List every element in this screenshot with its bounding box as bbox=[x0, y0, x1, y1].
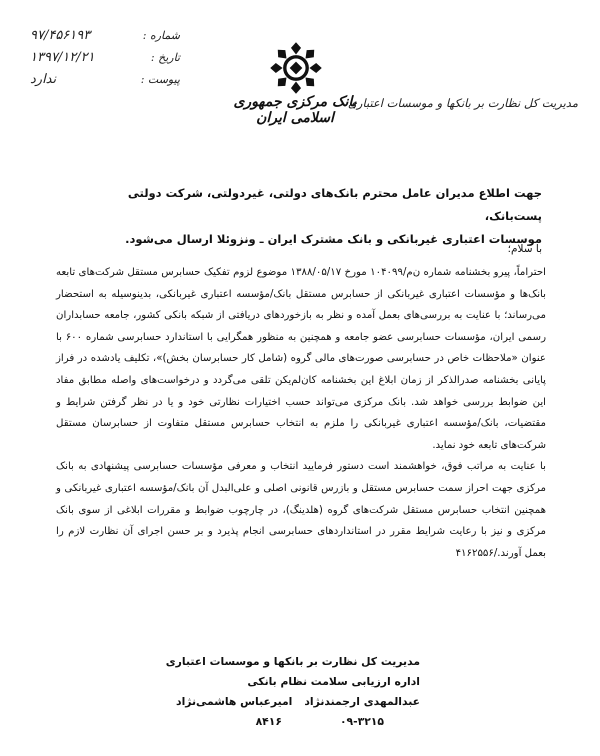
signatory-phones bbox=[166, 712, 420, 732]
signature-office: اداره ارزیابی سلامت نظام بانکی bbox=[247, 675, 420, 688]
signatory-phone-1: ۰۹-۳۲۱۵ bbox=[339, 715, 384, 728]
letter-body bbox=[56, 262, 546, 564]
meta-attachment-label: پیوست : bbox=[140, 73, 180, 86]
signatory-phone-2: ۸۴۱۶ bbox=[255, 715, 282, 728]
meta-number-label: شماره : bbox=[142, 29, 180, 42]
bank-name: بانک مرکزی جمهوری اسلامی ایران bbox=[233, 94, 357, 126]
meta-date-label: تاریخ : bbox=[150, 51, 180, 64]
salutation: با سلام؛ bbox=[507, 243, 542, 255]
signature-block bbox=[166, 652, 420, 732]
meta-attachment-value: ندارد bbox=[30, 72, 57, 87]
signatory-name-1: عبدالمهدی ارجمندنژاد bbox=[304, 695, 420, 708]
central-bank-logo-icon bbox=[268, 40, 324, 96]
recipient-line-2: موسسات اعتباری غیربانکی و بانک مشترک ایران ـ ونزوئلا ارسال می‌شود. bbox=[125, 232, 542, 246]
meta-number-row bbox=[30, 28, 180, 50]
recipient-block bbox=[72, 182, 542, 251]
meta-attachment-row bbox=[30, 72, 180, 94]
signature-department: مدیریت کل نظارت بر بانکها و موسسات اعتباری bbox=[165, 655, 420, 668]
meta-date-row bbox=[30, 50, 180, 72]
letter-meta bbox=[30, 28, 180, 94]
body-paragraph-2: با عنایت به مراتب فوق، خواهشمند است دستور فرمایید انتخاب و معرفی مؤسسات حسابرسی پیشنهادی به بانک مرکزی جهت احراز سمت حسابرس مستقل و بازرس قانونی اصلی و علی‌البدل آن بانک/مؤسسه اعتباری غیربانکی و همچنین انتخاب حسابرس مستقل شرکت‌های گروه (هلدینگ)، در چارچوب ضوابط و مقررات ابلاغی از سوی بانک مرکزی و نیز با رعایت شرایط مقرر در استانداردهای حسابرسی انجام پذیرد و بر حسن اجرای آن نظارت لازم را بعمل آورند./۴۱۶۲۵۵۶ bbox=[56, 461, 546, 559]
meta-date-value: ۱۳۹۷/۱۲/۲۱ bbox=[30, 50, 95, 65]
signatory-name-2: امیرعباس هاشمی‌نژاد bbox=[176, 695, 293, 708]
recipient-line-1: جهت اطلاع مدیران عامل محترم بانک‌های دولتی، غیردولتی، شرکت دولتی پست‌بانک، bbox=[127, 186, 542, 223]
body-paragraph-1: احتراماً، پیرو بخشنامه شماره ن‌م/۱۰۴۰۹۹ مورخ ۱۳۸۸/۰۵/۱۷ موضوع لزوم تفکیک حسابرس مستقل شرکت‌های تابعه بانک‌ها و مؤسسات اعتباری غیربانکی از حسابرس مستقل بانک/مؤسسه اعتباری غیربانکی، بدینوسیله به استحضار می‌رساند؛ با عنایت به بررسی‌های بعمل آمده و نظر به بازخوردهای دریافتی از شبکه بانکی کشور، جامعه حسابداران رسمی ایران، مؤسسات حسابرسی عضو جامعه و همچنین به منظور همگرایی با استاندارد حسابرسی شماره ۶۰۰ با عنوان «ملاحظات خاص در حسابرسی صورت‌های مالی گروه (شامل کار حسابرسان بخش)»، تکلیف یادشده در فراز پایانی بخشنامه صدرالذکر از زمان ابلاغ این بخشنامه کان‌لم‌یکن تلقی می‌گردد و درخواست‌های واصله مطابق مفاد این ضوابط بررسی خواهد شد. بانک مرکزی می‌تواند حسب اختیارات نظارتی خود و یا در نظر گرفتن شرایط و مقتضیات، بانک/مؤسسه اعتباری غیربانکی را ملزم به انتخاب حسابرس مستقل متفاوت از حسابرسان مستقل شرکت‌های تابعه خود نماید. bbox=[56, 267, 546, 451]
meta-number-value: ۹۷/۴۵۶۱۹۳ bbox=[30, 28, 91, 43]
signatory-names bbox=[166, 692, 420, 712]
department-header: مدیریت کل نظارت بر بانکها و موسسات اعتباری bbox=[347, 96, 578, 110]
